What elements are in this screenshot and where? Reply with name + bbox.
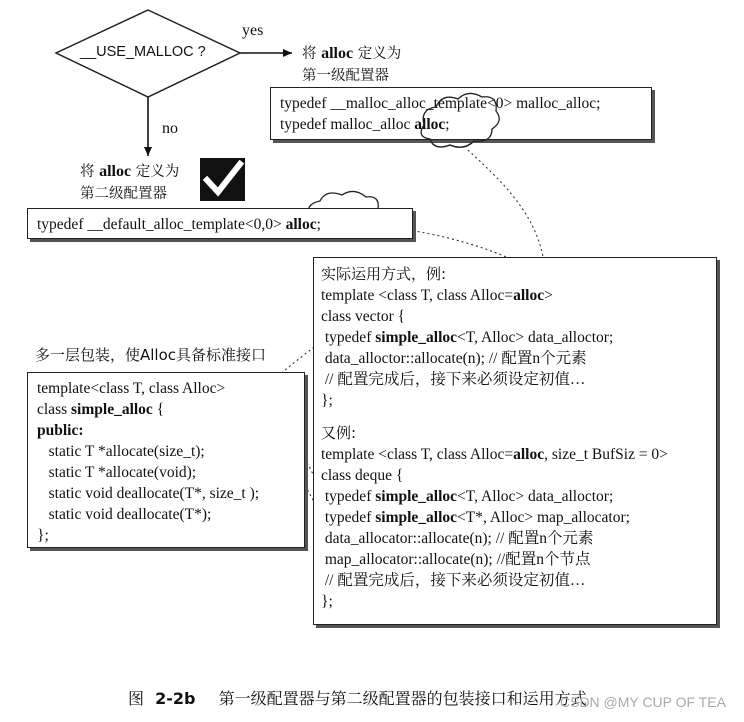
- no-label: no: [162, 120, 178, 137]
- deque-typedef1-line: typedef simple_alloc<T, Alloc> data_alloctor;: [321, 488, 614, 505]
- second-level-code-box: [27, 208, 413, 239]
- decision-label: __USE_MALLOC ?: [80, 44, 206, 60]
- vector-comment-line: // 配置完成后，接下来必须设定初值…: [321, 371, 586, 388]
- second-level-code-line: typedef __default_alloc_template<0,0> alloc;: [37, 216, 321, 233]
- figure-caption-prefix: 图: [128, 689, 145, 708]
- first-level-code-line2: typedef malloc_alloc alloc;: [280, 116, 450, 133]
- usage-heading-2: 又例:: [321, 424, 357, 442]
- simple-alloc-line7: static void deallocate(T*);: [37, 506, 212, 523]
- first-level-caption-1: 将 alloc 定义为: [302, 45, 402, 62]
- simple-alloc-line1: template<class T, class Alloc>: [37, 380, 226, 397]
- usage-example-box: [313, 257, 717, 625]
- simple-alloc-line6: static void deallocate(T*, size_t );: [37, 485, 260, 502]
- vector-class-line: class vector {: [321, 308, 406, 325]
- deque-allocate2-line: map_allocator::allocate(n); //配置n个节点: [321, 551, 591, 568]
- deque-end-line: };: [321, 593, 333, 610]
- first-level-code-line1: typedef __malloc_alloc_template<0> malloc_alloc;: [280, 95, 601, 112]
- deque-class-line: class deque {: [321, 467, 404, 484]
- simple-alloc-line8: };: [37, 527, 49, 544]
- dotted-connector-first: [468, 150, 545, 270]
- deque-allocate1-line: data_allocator::allocate(n); // 配置n个元素: [321, 530, 594, 547]
- simple-alloc-line4: static T *allocate(size_t);: [37, 443, 205, 460]
- yes-label: yes: [242, 22, 264, 39]
- first-level-caption-2: 第一级配置器: [302, 68, 389, 84]
- vector-template-line: template <class T, class Alloc=alloc>: [321, 287, 553, 304]
- first-level-code-box: [270, 87, 652, 140]
- usage-heading-1: 实际运用方式，例:: [321, 265, 447, 283]
- wrapper-note: 多一层包装，使Alloc具备标准接口: [35, 346, 267, 364]
- deque-comment-line: // 配置完成后，接下来必须设定初值…: [321, 572, 586, 589]
- deque-typedef2-line: typedef simple_alloc<T*, Alloc> map_allocator;: [321, 509, 630, 526]
- vector-allocate-line: data_alloctor::allocate(n); // 配置n个元素: [321, 350, 587, 367]
- figure-caption: [128, 686, 587, 709]
- vector-end-line: };: [321, 392, 333, 409]
- simple-alloc-line5: static T *allocate(void);: [37, 464, 197, 481]
- vector-typedef-line: typedef simple_alloc<T, Alloc> data_alloctor;: [321, 329, 614, 346]
- simple-alloc-box: [27, 372, 305, 548]
- second-level-caption-2: 第二级配置器: [80, 186, 167, 202]
- simple-alloc-line3: public:: [37, 422, 84, 439]
- deque-template-line: template <class T, class Alloc=alloc, size_t BufSiz = 0>: [321, 446, 668, 463]
- figure-caption-number: 2-2b: [155, 689, 196, 708]
- simple-alloc-line2: class simple_alloc {: [37, 401, 165, 418]
- watermark: CSDN @MY CUP OF TEA: [560, 694, 726, 710]
- second-level-caption-1: 将 alloc 定义为: [80, 163, 180, 180]
- figure-caption-text: 第一级配置器与第二级配置器的包装接口和运用方式: [218, 689, 587, 708]
